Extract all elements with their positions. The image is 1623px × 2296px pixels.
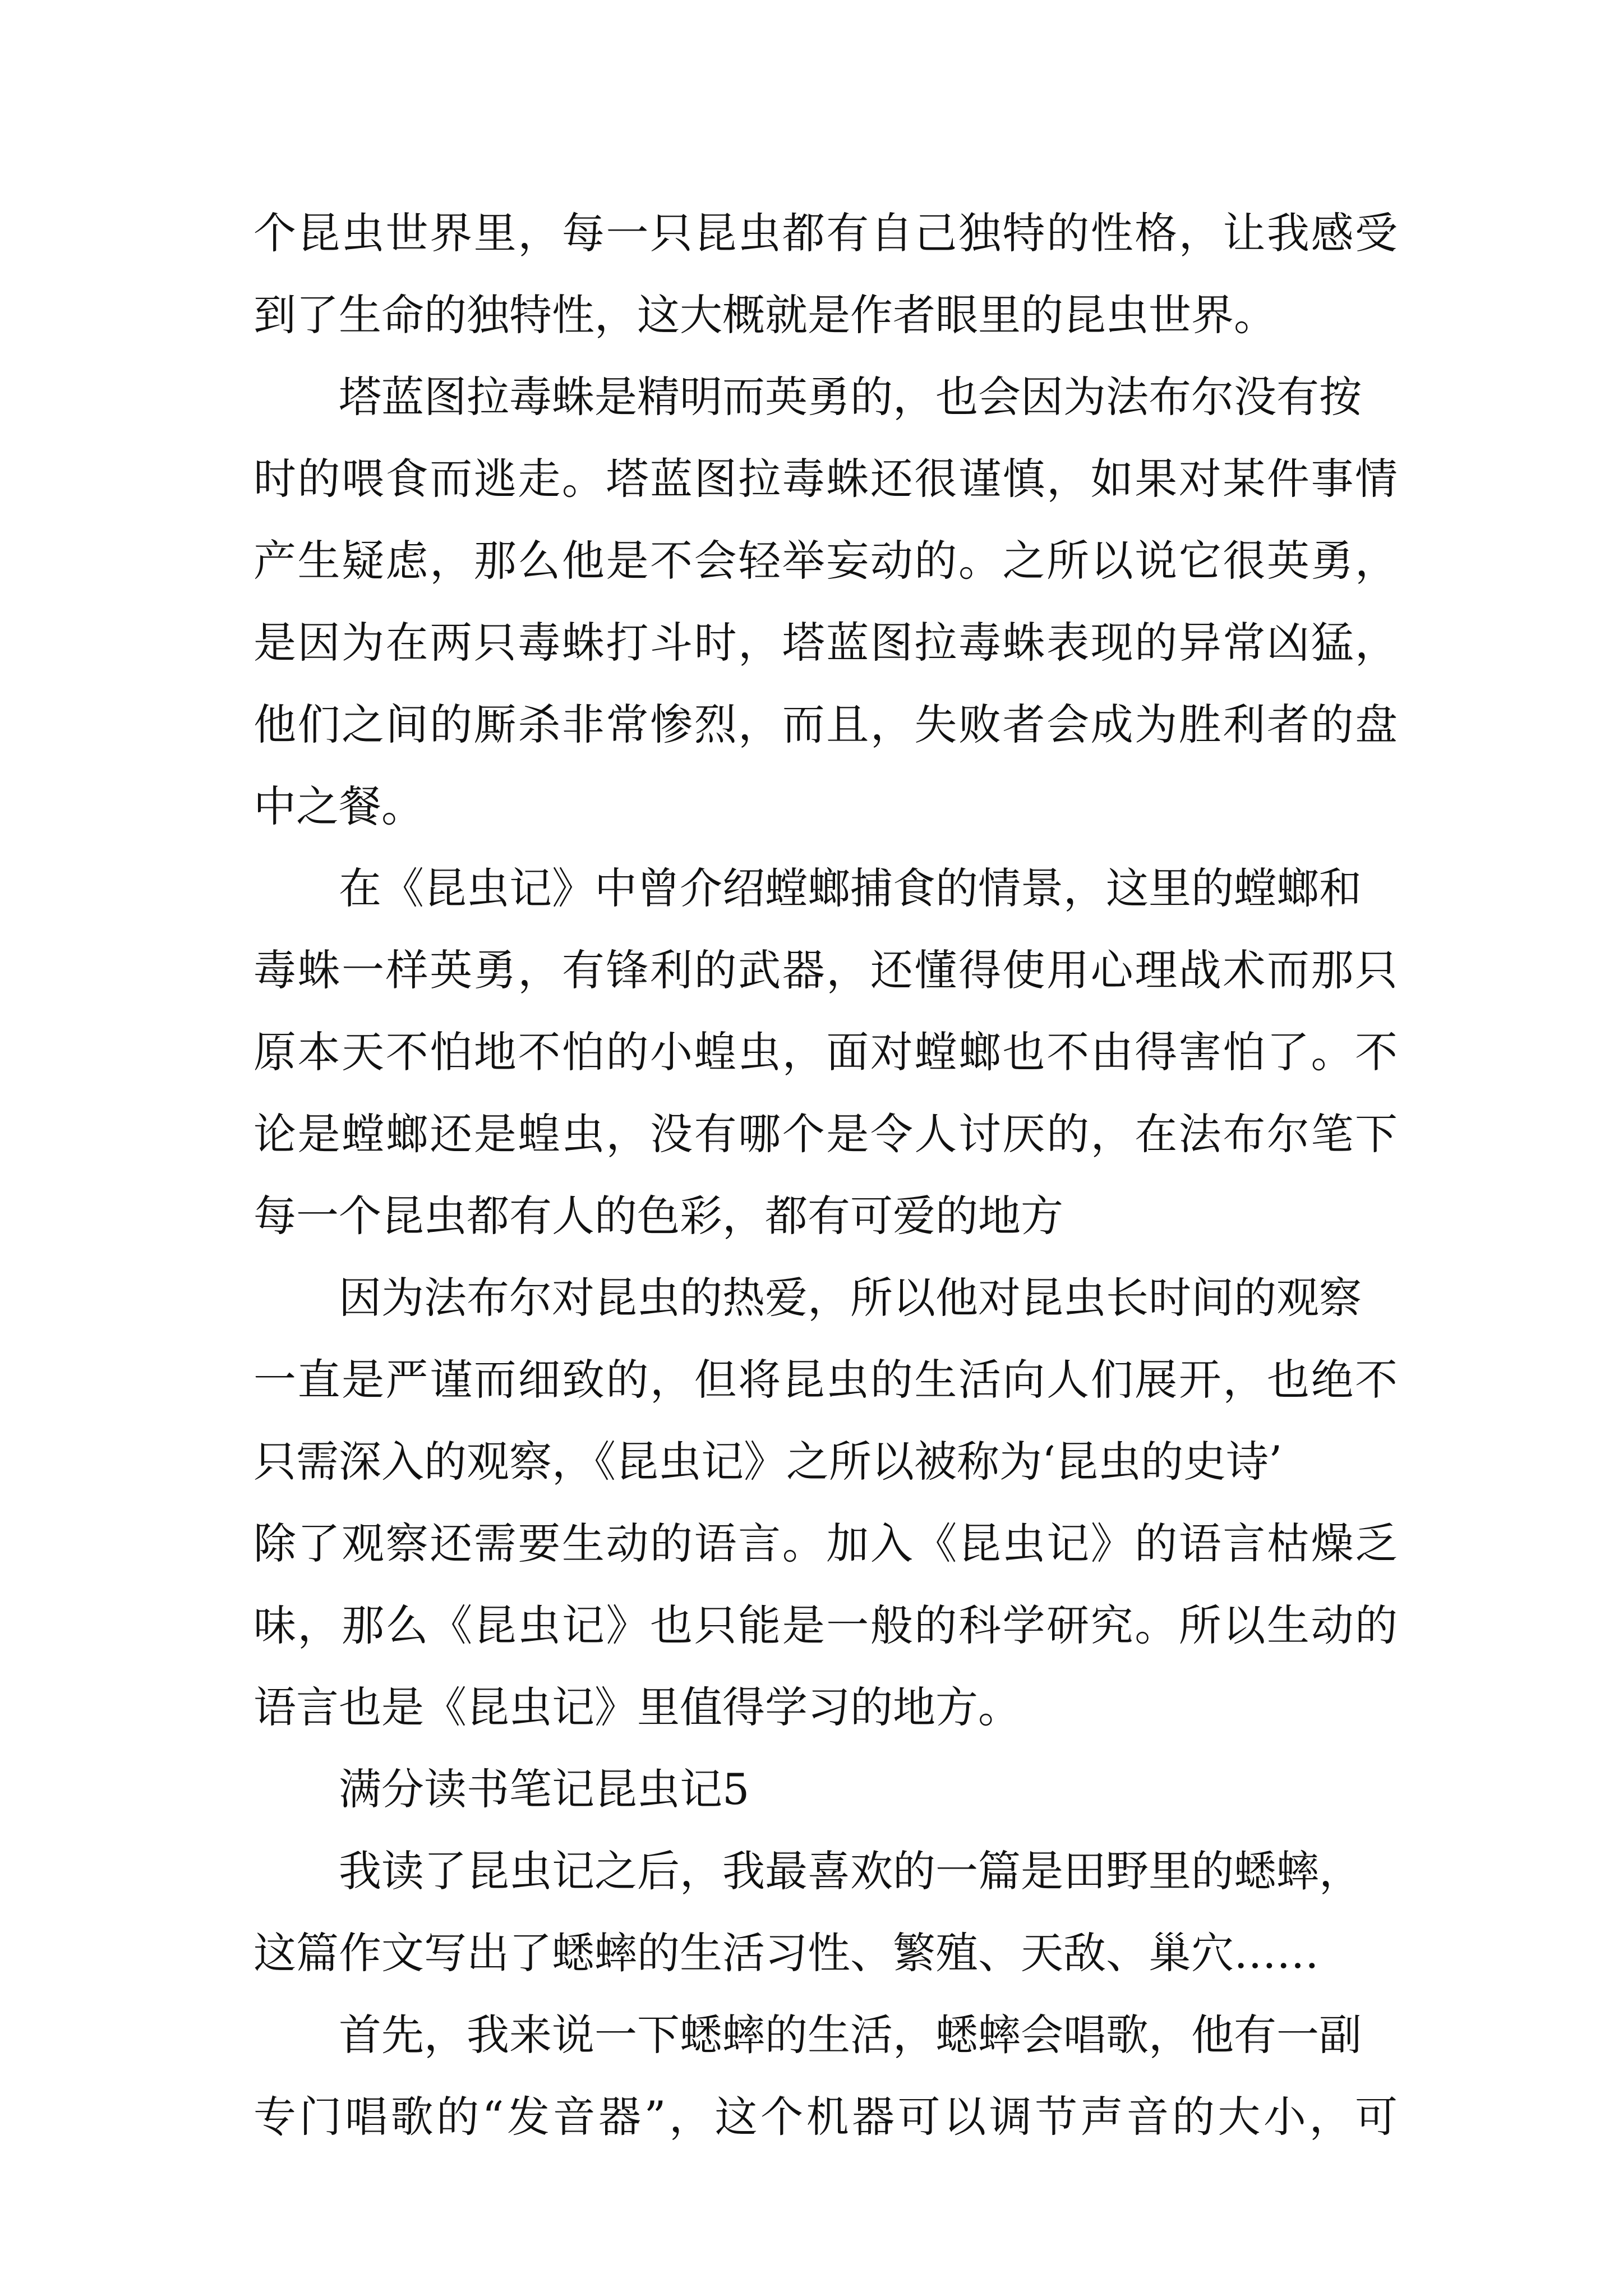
text-line: 中之餐。: [253, 781, 424, 831]
text-line: 毒蛛一样英勇，有锋利的武器，还懂得使用心理战术而那只: [253, 945, 1398, 995]
text-line: 他们之间的厮杀非常惨烈，而且，失败者会成为胜利者的盘: [253, 700, 1398, 749]
text-line: 是因为在两只毒蛛打斗时，塔蓝图拉毒蛛表现的异常凶猛，: [253, 618, 1398, 668]
text-line: 除了观察还需要生动的语言。加入《昆虫记》的语言枯燥乏: [253, 1519, 1398, 1568]
text-line: 只需深入的观察，《昆虫记》之所以被称为‘昆虫的史诗’: [253, 1437, 1283, 1487]
text-line: 每一个昆虫都有人的色彩，都有可爱的地方: [253, 1191, 1063, 1241]
paragraph-first-line: 首先，我来说一下蟋蟀的生活，蟋蟀会唱歌，他有一副: [339, 2010, 1362, 2060]
text-line: 一直是严谨而细致的，但将昆虫的生活向人们展开，也绝不: [253, 1355, 1398, 1405]
text-line: 语言也是《昆虫记》里值得学习的地方。: [253, 1682, 1021, 1732]
paragraph-first-line: 我读了昆虫记之后，我最喜欢的一篇是田野里的蟋蟀，: [339, 1846, 1362, 1896]
text-line: 原本天不怕地不怕的小蝗虫，面对螳螂也不由得害怕了。不: [253, 1027, 1398, 1077]
text-line: 味，那么《昆虫记》也只能是一般的科学研究。所以生动的: [253, 1600, 1398, 1650]
paragraph-first-line: 塔蓝图拉毒蛛是精明而英勇的，也会因为法布尔没有按: [339, 372, 1362, 422]
paragraph-first-line: 在《昆虫记》中曾介绍螳螂捕食的情景，这里的螳螂和: [339, 863, 1362, 913]
text-line: 产生疑虑，那么他是不会轻举妄动的。之所以说它很英勇，: [253, 536, 1398, 586]
section-heading: 满分读书笔记昆虫记5: [339, 1764, 750, 1814]
text-line: 时的喂食而逃走。塔蓝图拉毒蛛还很谨慎，如果对某件事情: [253, 454, 1398, 504]
text-line: 论是螳螂还是蝗虫，没有哪个是令人讨厌的，在法布尔笔下: [253, 1109, 1398, 1159]
text-line: 个昆虫世界里，每一只昆虫都有自己独特的性格，让我感受: [253, 208, 1398, 258]
paragraph-first-line: 因为法布尔对昆虫的热爱，所以他对昆虫长时间的观察: [339, 1273, 1362, 1323]
text-line: 到了生命的独特性，这大概就是作者眼里的昆虫世界。: [253, 290, 1276, 340]
text-line: 专门唱歌的“发音器”，这个机器可以调节声音的大小，可: [253, 2092, 1398, 2142]
text-line: 这篇作文写出了蟋蟀的生活习性、繁殖、天敌、巢穴……: [253, 1928, 1319, 1978]
